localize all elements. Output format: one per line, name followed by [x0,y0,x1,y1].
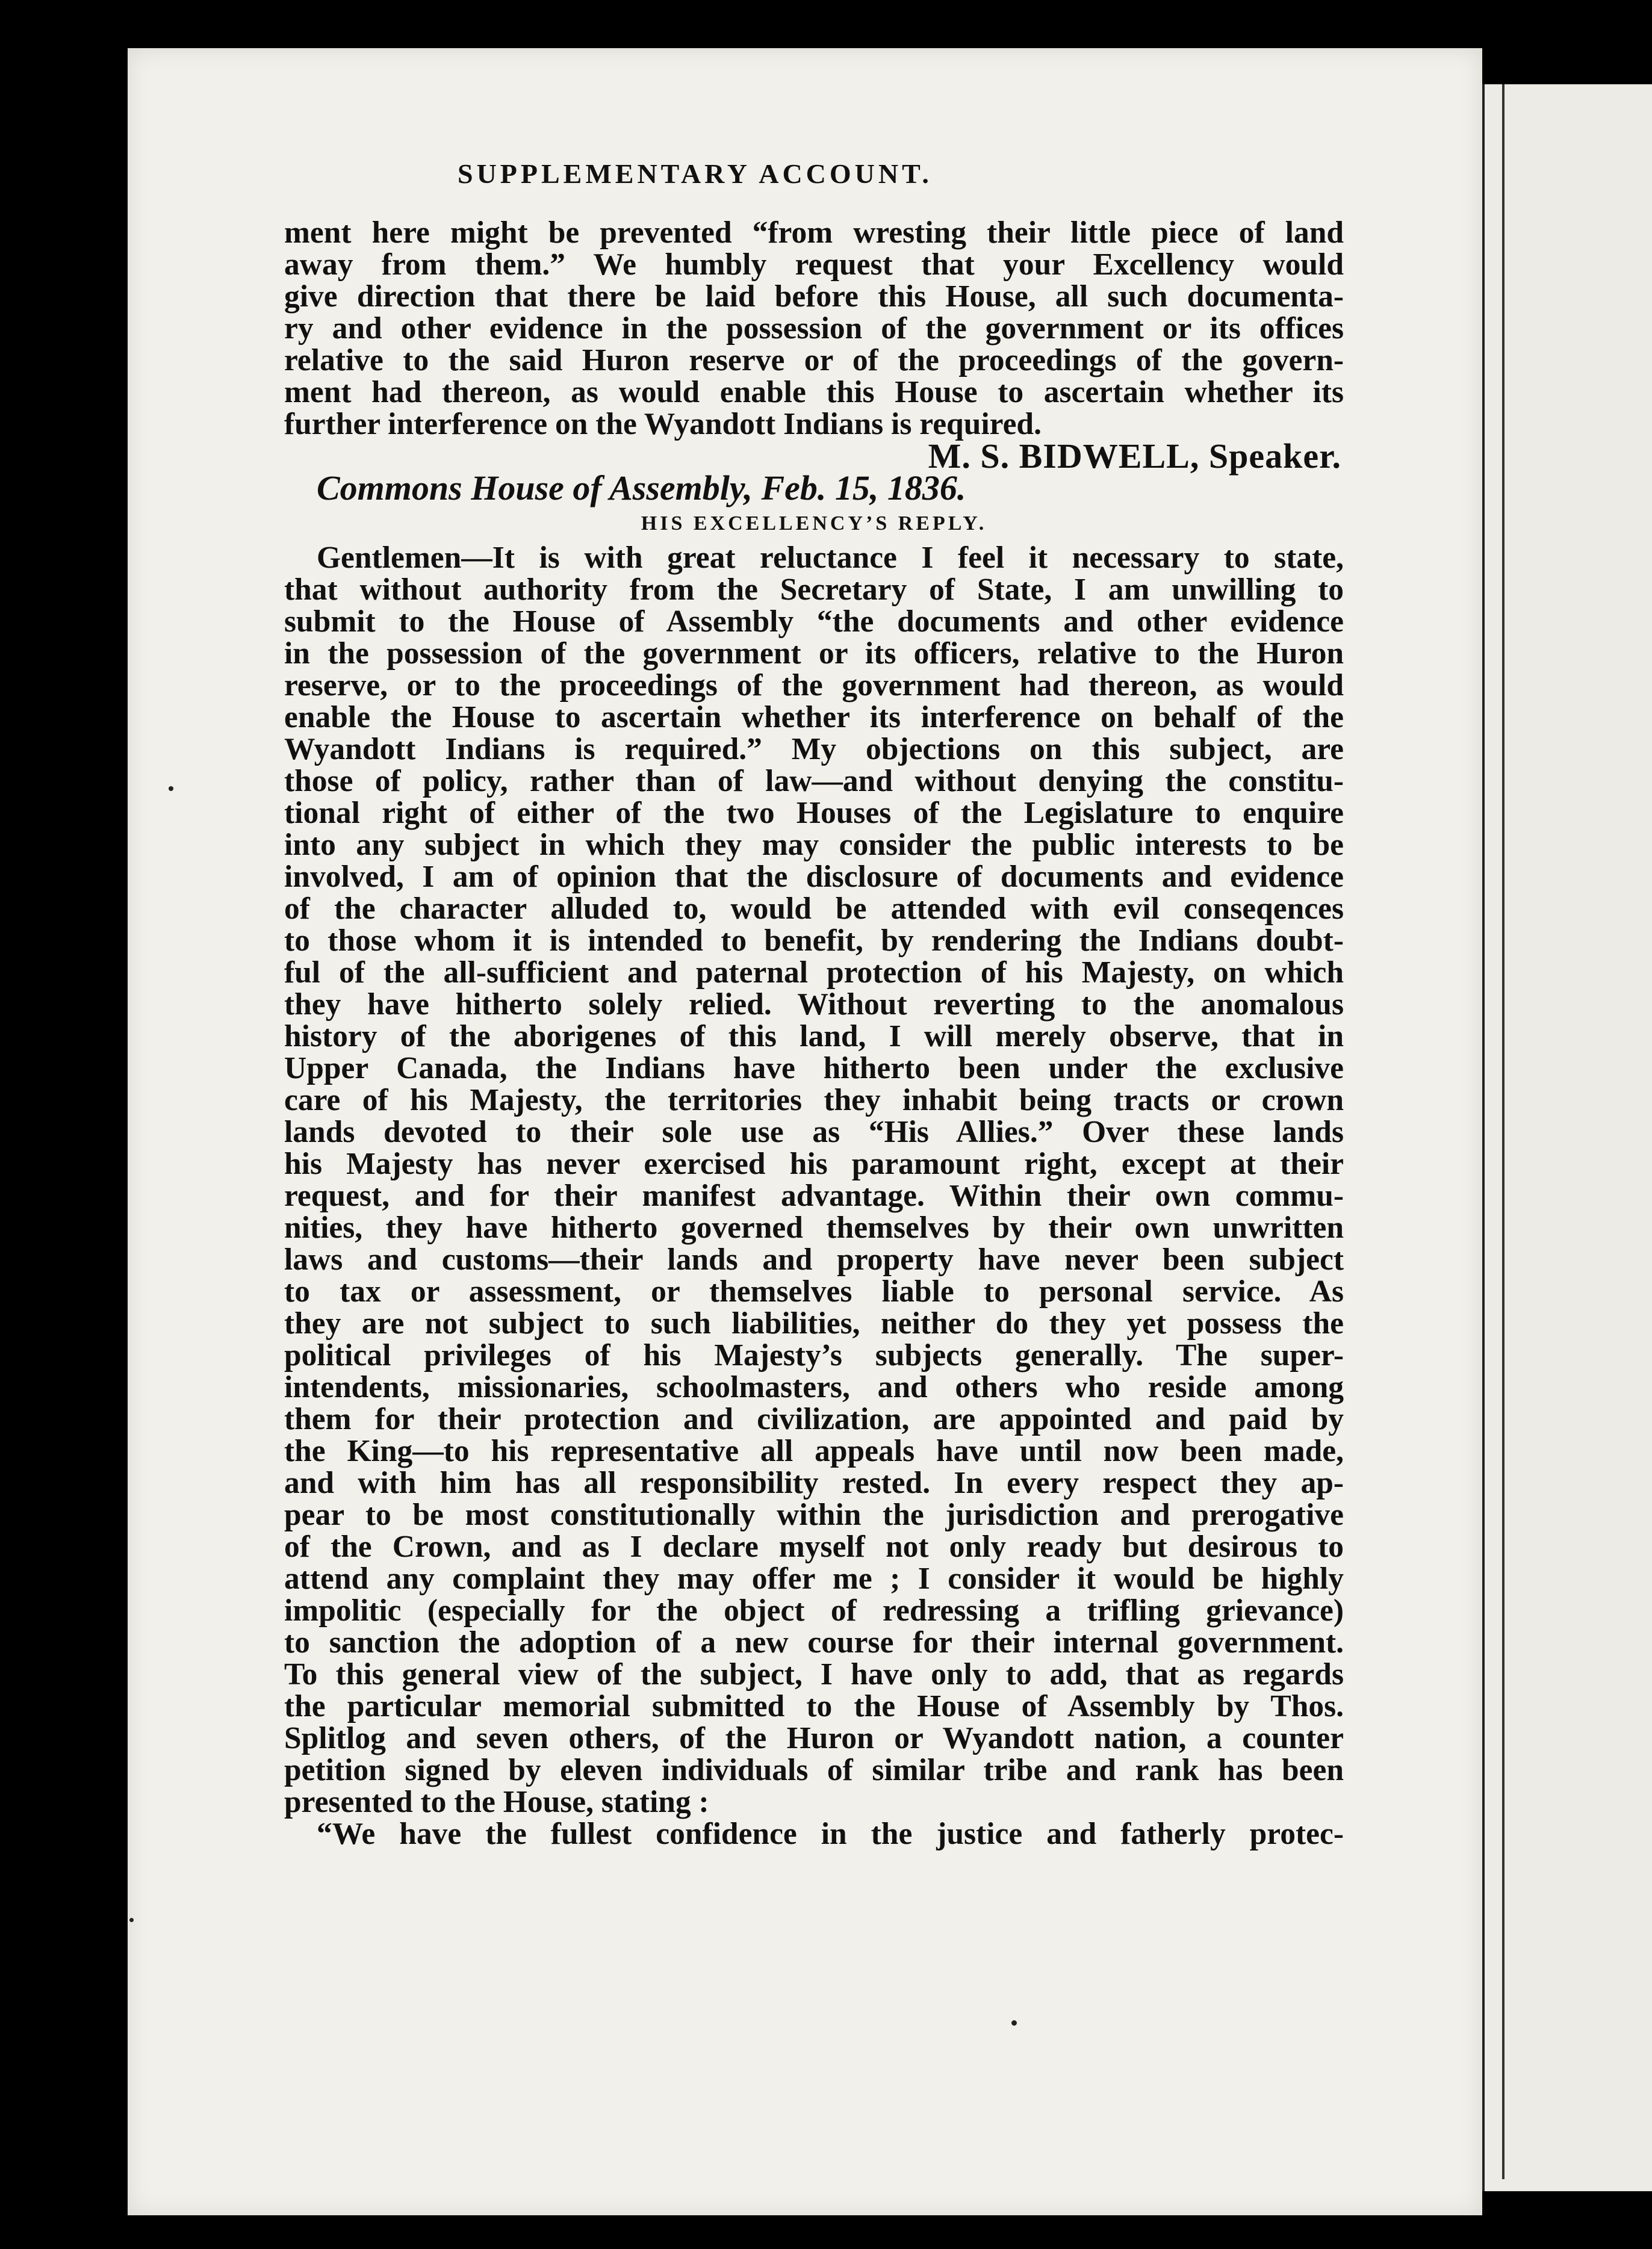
text-line: of the character alluded to, would be attended with evil conseqences [284,892,1344,926]
text-line: his Majesty has never exercised his paramount right, except at their [284,1147,1344,1181]
text-line: away from them.” We humbly request that your Excellency would [284,247,1344,282]
text-line: and with him has all responsibility rested. In every respect they ap- [284,1466,1344,1500]
text-line: further interference on the Wyandott Indians is required. [284,407,1042,441]
text-line: political privileges of his Majesty’s subjects generally. The super- [284,1338,1344,1373]
facing-page-edge [1482,84,1652,2191]
text-line: give direction that there be laid before this House, all such documenta- [284,279,1344,314]
text-line: presented to the House, stating : [284,1785,709,1819]
reply-heading: HIS EXCELLENCY’S REPLY. [641,512,987,535]
text-line: attend any complaint they may offer me ; I consider it would be highly [284,1562,1344,1596]
text-line: they are not subject to such liabilities, neither do they yet possess the [284,1306,1344,1341]
text-line: Upper Canada, the Indians have hitherto been under the exclusive [284,1051,1344,1085]
text-line: ment had thereon, as would enable this House to ascertain whether its [284,375,1344,409]
text-line: pear to be most constitutionally within the jurisdiction and prerogative [284,1498,1344,1532]
text-line: reserve, or to the proceedings of the government had thereon, as would [284,668,1344,703]
text-line: nities, they have hitherto governed themselves by their own unwritten [284,1211,1344,1245]
ink-speck [169,786,173,791]
text-line: they have hitherto solely relied. Without reverting to the anomalous [284,987,1344,1022]
text-line: the King—to his representative all appeals have until now been made, [284,1434,1344,1468]
dateline: Commons House of Assembly, Feb. 15, 1836. [317,468,966,507]
text-line: in the possession of the government or its officers, relative to the Huron [284,636,1344,671]
text-line: Gentlemen—It is with great reluctance I feel it necessary to state, [317,541,1344,575]
text-line: history of the aborigenes of this land, I will merely observe, that in [284,1019,1344,1053]
text-line: impolitic (especially for the object of redressing a trifling grievance) [284,1593,1344,1628]
text-line: Splitlog and seven others, of the Huron or Wyandott nation, a counter [284,1721,1344,1755]
signature: M. S. BIDWELL, Speaker. [928,436,1341,476]
text-line: petition signed by eleven individuals of similar tribe and rank has been [284,1753,1344,1787]
text-line: care of his Majesty, the territories they inhabit being tracts or crown [284,1083,1344,1117]
text-line: intendents, missionaries, schoolmasters, and others who reside among [284,1370,1344,1404]
text-line: ment here might be prevented “from wresting their little piece of land [284,216,1344,250]
text-line: ry and other evidence in the possession of the government or its offices [284,311,1344,346]
text-line: enable the House to ascertain whether its interference on behalf of the [284,700,1344,734]
text-line: relative to the said Huron reserve or of the proceedings of the govern- [284,343,1344,377]
text-line: of the Crown, and as I declare myself not only ready but desirous to [284,1530,1344,1564]
text-line: lands devoted to their sole use as “His Allies.” Over these lands [284,1115,1344,1149]
text-line: to tax or assessment, or themselves liable to personal service. As [284,1274,1344,1309]
text-line: the particular memorial submitted to the House of Assembly by Thos. [284,1689,1344,1723]
text-line: To this general view of the subject, I have only to add, that as regards [284,1657,1344,1692]
text-line: Wyandott Indians is required.” My objections on this subject, are [284,732,1344,766]
text-line: that without authority from the Secretary of State, I am unwilling to [284,572,1344,607]
text-line: laws and customs—their lands and property have never been subject [284,1242,1344,1277]
text-line: them for their protection and civilization, are appointed and paid by [284,1402,1344,1436]
text-block [284,217,1344,1850]
ink-speck [1011,2020,1017,2026]
text-line: to those whom it is intended to benefit, by rendering the Indians doubt- [284,923,1344,958]
running-title: SUPPLEMENTARY ACCOUNT. [458,158,933,189]
text-line: request, and for their manifest advantage. Within their own commu- [284,1179,1344,1213]
text-line: those of policy, rather than of law—and without denying the constitu- [284,764,1344,798]
ink-speck [129,1918,134,1922]
text-line: submit to the House of Assembly “the documents and other evidence [284,604,1344,639]
text-line: involved, I am of opinion that the disclosure of documents and evidence [284,860,1344,894]
text-line: to sanction the adoption of a new course for their internal government. [284,1625,1344,1660]
text-line: ful of the all-sufficient and paternal protection of his Majesty, on which [284,955,1344,990]
page-gutter-line [1502,84,1504,2179]
text-line: into any subject in which they may consider the public interests to be [284,828,1344,862]
text-line: “We have the fullest confidence in the justice and fatherly protec- [317,1817,1344,1851]
text-line: tional right of either of the two Houses of the Legislature to enquire [284,796,1344,830]
